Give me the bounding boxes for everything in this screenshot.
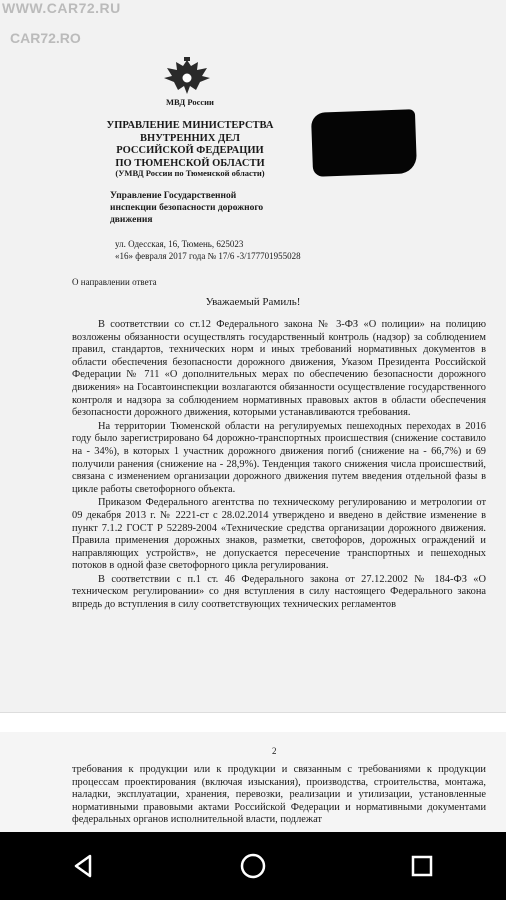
agency-abbreviation: (УМВД России по Тюменской области) [115, 168, 265, 178]
page-separator [0, 712, 506, 733]
paragraph: На территории Тюменской области на регулируемых пешеходных переходах в 2016 году было зарегистрировано 64 дорожно-транспортных происшествия (снижение составило на - 34%), в которых 1 участник дорожного движения погиб (снижение на - 66,7%) и 69 получили ранения (снижение на - 28,9%). Тенденция такого снижения числа происшествий, связана с изменением организации дорожного движения путем введения отдельной фазы в цикле работы светофорного объекта. [72, 420, 486, 495]
paragraph: требования к продукции или к продукции и связанным с требованиями к продукции процессам проектирования (включая изыскания), производства, строительства, монтажа, наладки, эксплуатации, хранения, перевозки, реализации и утилизации, установленные нормативными правовыми актами Российской Федерации и нормативными документами федеральных органов исполнительной власти, подлежат [72, 764, 486, 826]
android-nav-bar [0, 832, 506, 900]
department-name: Управление Государственной инспекции безопасности дорожного движения [110, 191, 264, 225]
recents-icon [410, 854, 434, 878]
address: ул. Одесская, 16, Тюмень, 625023 [115, 239, 244, 249]
address-block [115, 238, 301, 262]
home-icon [239, 852, 267, 880]
home-button[interactable] [233, 846, 273, 886]
greeting: Уважаемый Рамиль! [205, 296, 301, 308]
watermark-logo: CAR72.RO [10, 30, 81, 46]
mvd-eagle-emblem-icon [160, 56, 214, 98]
page-number: 2 [272, 746, 277, 756]
letter-body [72, 319, 486, 613]
paragraph: Приказом Федерального агентства по техническому регулированию и метрологии от 09 декабря 2013 г. № 2221-ст с 28.02.2014 утверждено и введено в действие изменение в пункт 7.1.2 ГОСТ Р 52289-2004 «Технические средства организации дорожного движения. Правила применения дорожных знаков, разметки, светофоров, дорожных ограждений и направляющих устройств», не допускается пересечение транспортных и пешеходных потоков в одной фазе светофорного цикла регулирования. [72, 497, 486, 572]
mvd-label: МВД России [166, 97, 214, 107]
paragraph: В соответствии с п.1 ст. 46 Федерального закона от 27.12.2002 № 184-ФЗ «О техническом регулировании» со дня вступления в силу настоящего Федерального закона впредь до вступления в силу соответствующих технических регламентов [72, 573, 486, 611]
document-page-2 [0, 732, 506, 832]
back-button[interactable] [64, 846, 104, 886]
recents-button[interactable] [402, 846, 442, 886]
redacted-recipient [311, 109, 417, 177]
date-number: «16» февраля 2017 года № 17/6 -3/177701955028 [115, 251, 301, 261]
watermark-url: WWW.CAR72.RU [2, 0, 121, 16]
agency-name: УПРАВЛЕНИЕ МИНИСТЕРСТВА ВНУТРЕННИХ ДЕЛ РОССИЙСКОЙ ФЕДЕРАЦИИ ПО ТЮМЕНСКОЙ ОБЛАСТИ [106, 120, 274, 169]
paragraph: В соответствии со ст.12 Федерального закона № 3-ФЗ «О полиции» на полицию возложены обязанности осуществлять государственный контроль (надзор) за соблюдением правил, стандартов, технических норм и иных требований нормативных документов в области обеспечения безопасности дорожного движения, Указом Президента Российской Федерации № 711 «О дополнительных мерах по обеспечению безопасности дорожного движения» на Госавтоинспекции возлагаются обязанности осуществление государственного контроля и надзора за соблюдением нормативных правовых актов в области обеспечения безопасности дорожного движения, которыми устанавливаются требования. [72, 319, 486, 419]
subject-line: О направлении ответа [72, 277, 157, 287]
back-icon [71, 853, 97, 879]
page-2-body [72, 764, 486, 828]
